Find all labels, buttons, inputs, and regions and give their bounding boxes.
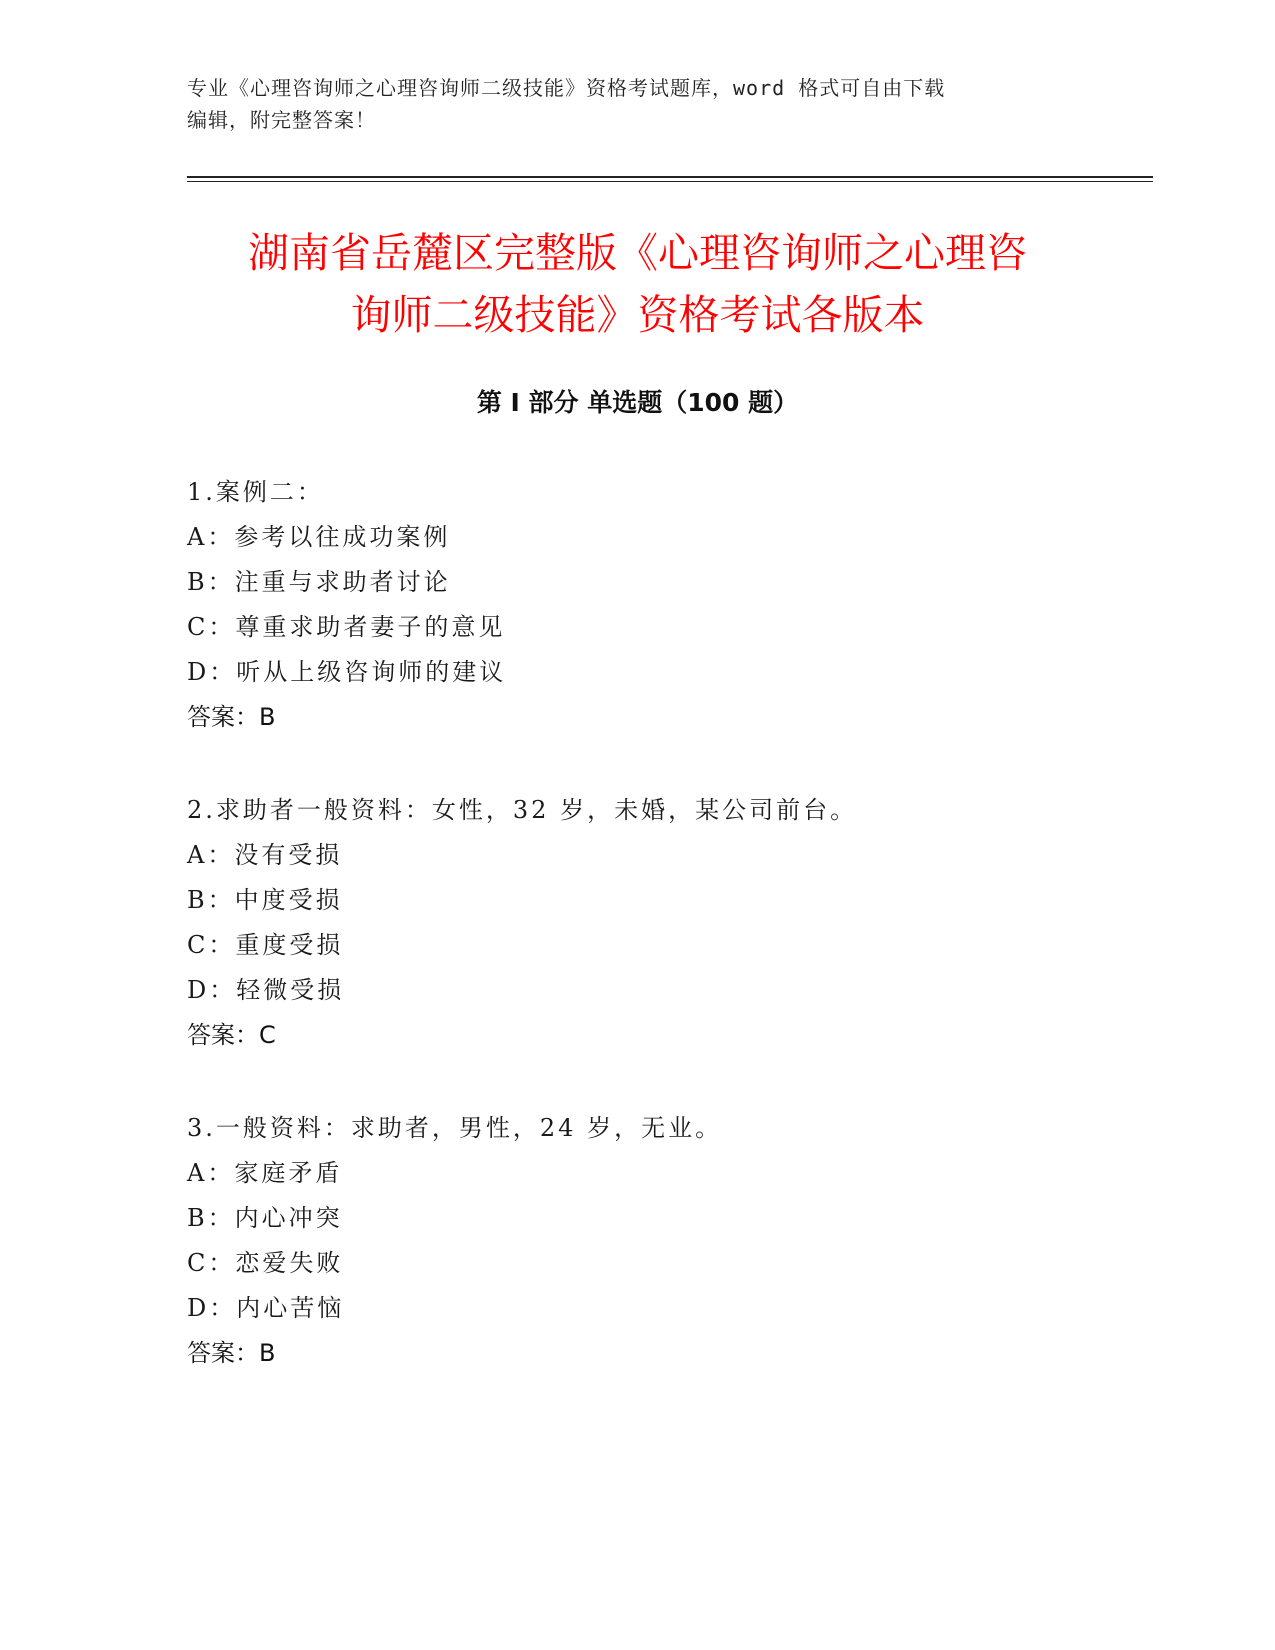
option-c: C：恋爱失败 — [187, 1249, 344, 1277]
option-b: B：中度受损 — [187, 886, 343, 914]
question-3 — [187, 1106, 1147, 1376]
option-c: C：尊重求助者妻子的意见 — [187, 613, 506, 641]
header-note-line-1: 专业《心理咨询师之心理咨询师二级技能》资格考试题库，word 格式可自由下载 — [187, 76, 946, 100]
document-title-line-2: 询师二级技能》资格考试各版本 — [350, 291, 925, 339]
question-2 — [187, 788, 1147, 1058]
option-a: A：参考以往成功案例 — [187, 523, 451, 551]
question-stem: 2.求助者一般资料：女性，32 岁，未婚，某公司前台。 — [187, 796, 858, 824]
option-c: C：重度受损 — [187, 931, 344, 959]
header-divider-thin — [187, 181, 1153, 182]
answer-label: 答案：B — [187, 1339, 276, 1367]
option-d: D：轻微受损 — [187, 976, 345, 1004]
question-list — [187, 470, 1147, 1424]
option-d: D：内心苦恼 — [187, 1294, 345, 1322]
option-a: A：家庭矛盾 — [187, 1159, 343, 1187]
question-stem: 3.一般资料：求助者，男性，24 岁，无业。 — [187, 1114, 723, 1142]
option-b: B：内心冲突 — [187, 1204, 343, 1232]
header-note-line-2: 编辑，附完整答案！ — [187, 108, 376, 132]
answer-label: 答案：B — [187, 703, 276, 731]
document-title — [150, 222, 1125, 346]
option-b: B：注重与求助者讨论 — [187, 568, 451, 596]
option-a: A：没有受损 — [187, 841, 343, 869]
question-stem: 1.案例二： — [187, 478, 324, 506]
document-title-line-1: 湖南省岳麓区完整版《心理咨询师之心理咨 — [248, 229, 1027, 277]
header-note — [187, 72, 1067, 136]
answer-label: 答案：C — [187, 1021, 276, 1049]
question-1 — [187, 470, 1147, 740]
section-title: 第 I 部分 单选题（100 题） — [476, 388, 799, 417]
header-divider-thick — [187, 176, 1153, 178]
option-d: D：听从上级咨询师的建议 — [187, 658, 507, 686]
